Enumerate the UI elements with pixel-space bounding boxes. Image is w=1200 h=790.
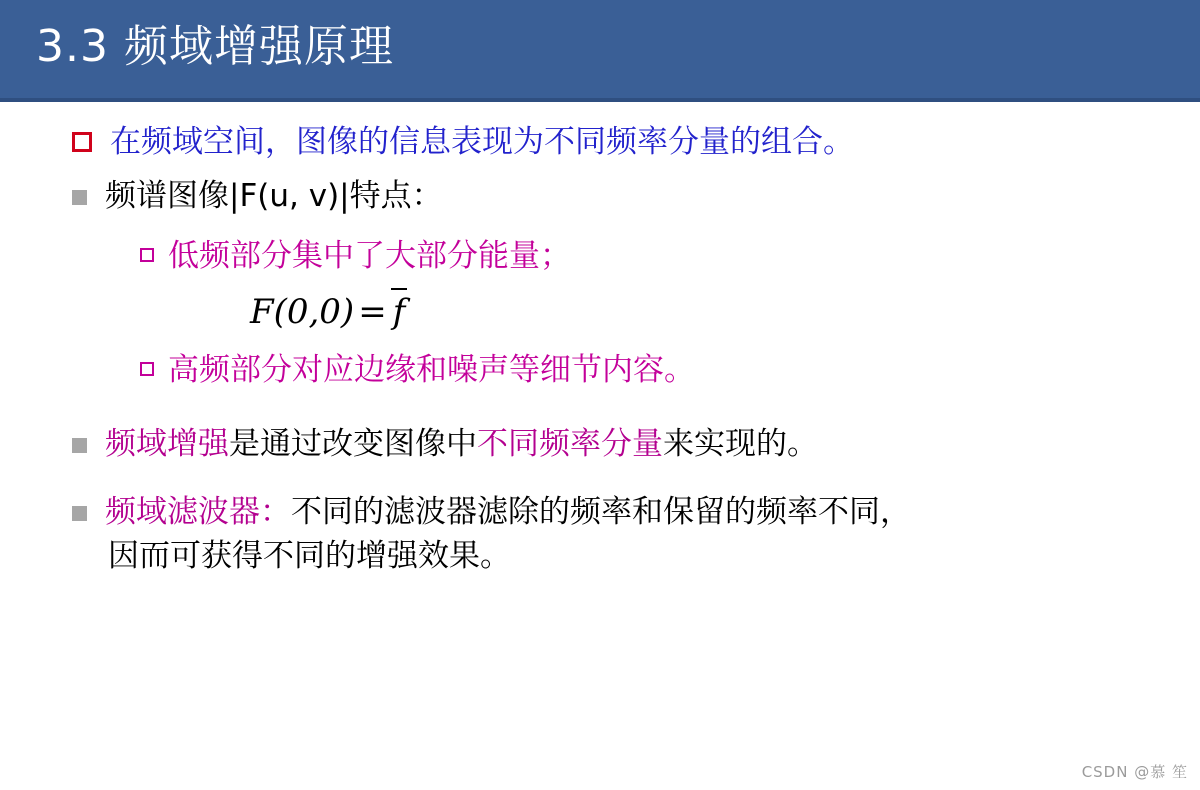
bullet-item-4-part2: 不同的滤波器滤除的频率和保留的频率不同，	[291, 494, 911, 530]
bullet-item-2-label: 频谱图像|F(u, v)|特点：	[105, 178, 443, 214]
title-underline	[0, 98, 1200, 102]
hollow-square-purple-icon	[140, 362, 154, 376]
bullet-item-1-label: 在频域空间，图像的信息表现为不同频率分量的组合。	[110, 124, 854, 160]
formula-lhs: F(0,0)	[250, 292, 355, 332]
watermark-text: CSDN @慕 笙	[1081, 763, 1188, 781]
page-title: 3.3 频域增强原理	[36, 21, 394, 72]
bullet-item-3-part2: 是通过改变图像中	[229, 426, 477, 462]
sub-bullet-item-2-label: 高频部分对应边缘和噪声等细节内容。	[168, 352, 695, 388]
formula-operator: =	[358, 292, 387, 332]
filled-square-gray-icon	[72, 506, 87, 521]
bullet-item-3-part1: 频域增强	[105, 426, 229, 462]
spacer	[0, 104, 1200, 120]
bullet-item-4-part1: 频域滤波器：	[105, 494, 291, 530]
bullet-item-4-label	[87, 490, 911, 534]
filled-square-gray-icon	[72, 190, 87, 205]
bullet-item-4-line2: 因而可获得不同的增强效果。	[108, 538, 511, 574]
bullet-item-2	[72, 174, 1180, 218]
spacer	[0, 338, 1200, 348]
hollow-square-purple-icon	[140, 248, 154, 262]
bullet-item-4	[72, 490, 1180, 534]
spacer	[0, 218, 1200, 234]
formula-rhs: f	[391, 286, 408, 338]
sub-bullet-item-1-label: 低频部分集中了大部分能量；	[168, 238, 571, 274]
hollow-square-red-icon	[72, 132, 92, 152]
bullet-item-3-label	[87, 422, 818, 466]
sub-bullet-item-2	[140, 348, 1200, 392]
bullet-item-1	[72, 120, 1180, 164]
sub-bullet-item-1	[140, 234, 1200, 278]
slide-title-band	[0, 0, 1200, 98]
spacer	[0, 278, 1200, 286]
spacer	[0, 466, 1200, 490]
slide-body	[0, 104, 1200, 790]
bullet-item-3-part3: 不同频率分量	[477, 426, 663, 462]
bullet-item-3	[72, 422, 1180, 466]
spacer	[0, 164, 1200, 174]
filled-square-gray-icon	[72, 438, 87, 453]
formula-block	[250, 286, 1200, 338]
bullet-item-3-part4: 来实现的。	[663, 426, 818, 462]
spacer	[0, 392, 1200, 422]
